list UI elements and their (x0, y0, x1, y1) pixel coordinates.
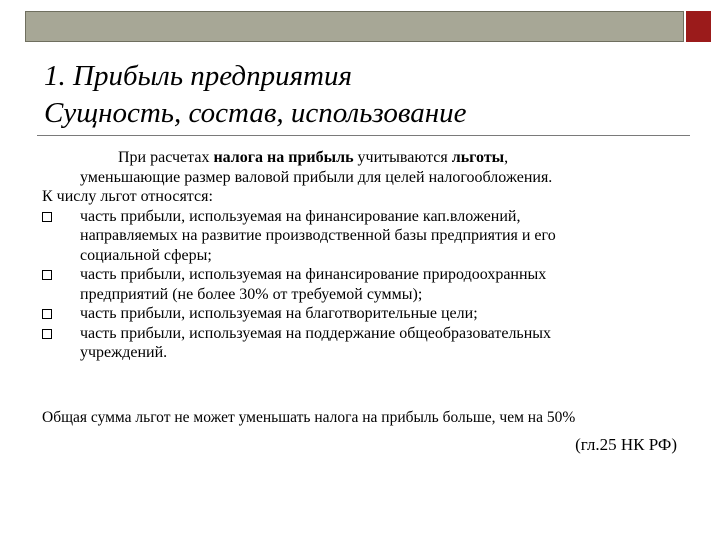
intro-bold-benefits: льготы (451, 149, 505, 166)
list-item: часть прибыли, используемая на поддержание общеобразовательных учреждений. (42, 324, 692, 363)
list-heading: К числу льгот относятся: (42, 188, 213, 205)
list-item: часть прибыли, используемая на финансирование природоохранных предприятий (не более 30% от требуемой суммы); (42, 265, 692, 304)
title-line-2: Сущность, состав, использование (44, 97, 467, 129)
slide-body (42, 148, 692, 363)
title-divider (37, 135, 690, 136)
list-item: часть прибыли, используемая на финансирование кап.вложений, направляемых на развитие производственной базы предприятия и его социальной сферы; (42, 207, 692, 266)
list-item: часть прибыли, используемая на благотворительные цели; (42, 304, 692, 324)
square-bullet-icon (42, 270, 52, 280)
intro-text-line-2: уменьшающие размер валовой прибыли для целей налогообложения. (80, 168, 553, 186)
intro-text: учитываются (353, 149, 452, 166)
square-bullet-icon (42, 212, 52, 222)
benefits-list (42, 207, 692, 363)
intro-text: , (504, 149, 509, 166)
square-bullet-icon (42, 309, 52, 319)
intro-paragraph (42, 148, 692, 187)
intro-text: При расчетах (118, 149, 214, 166)
square-bullet-icon (42, 329, 52, 339)
slide-title (44, 58, 466, 132)
header-accent-square (686, 11, 711, 42)
footer-note: Общая сумма льгот не может уменьшать налога на прибыль больше, чем на 50% (42, 409, 576, 426)
title-line-1: 1. Прибыль предприятия (44, 60, 352, 92)
header-bar (25, 11, 684, 42)
source-citation: (гл.25 НК РФ) (575, 435, 677, 454)
intro-bold-tax: налога на прибыль (213, 149, 354, 166)
